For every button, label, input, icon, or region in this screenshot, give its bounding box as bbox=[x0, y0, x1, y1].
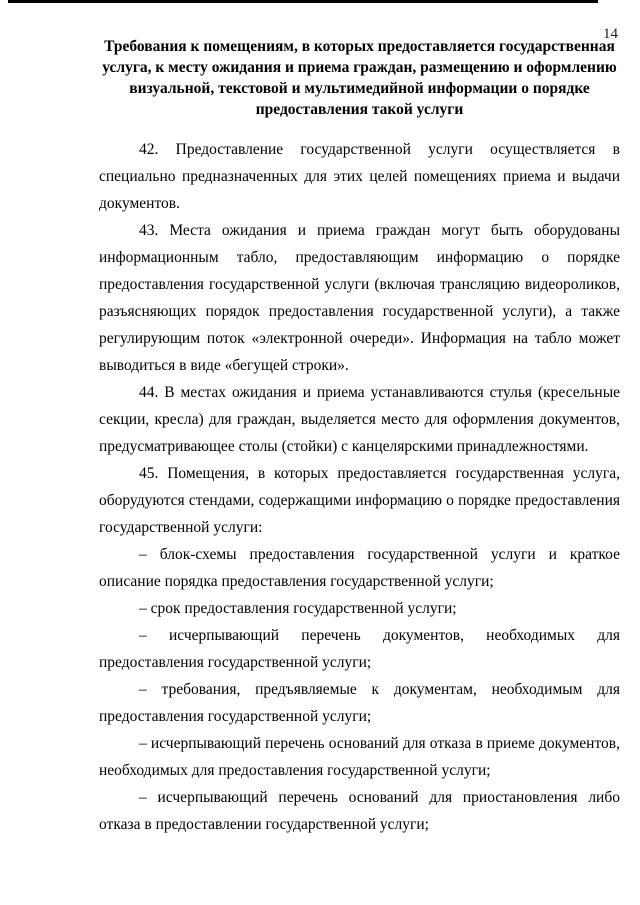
paragraph-42: 42. Предоставление государственной услуги осуществляется в специально предназначенных для этих целей помещениях приема и выдачи документов. bbox=[99, 141, 620, 212]
paragraph-45: 45. Помещения, в которых предоставляется государственная услуга, оборудуются стендами, содержащими информацию о порядке предоставления государственной услуги: bbox=[99, 465, 620, 536]
paragraph-44: 44. В местах ожидания и приема устанавливаются стулья (кресельные секции, кресла) для граждан, выделяется место для оформления документов, предусматривающее столы (стойки) с канцелярскими принадлежностями. bbox=[99, 384, 620, 455]
document-content bbox=[99, 36, 620, 838]
list-item-6: – исчерпывающий перечень оснований для приостановления либо отказа в предоставлении государственной услуги; bbox=[99, 789, 620, 833]
list-item-5: – исчерпывающий перечень оснований для отказа в приеме документов, необходимых для предоставления государственной услуги; bbox=[99, 735, 620, 779]
section-heading: Требования к помещениям, в которых предоставляется государственная услуга, к месту ожидания и приема граждан, размещению и оформлению визуальной, текстовой и мультимедийной информации о порядке предоставления такой услуги bbox=[102, 38, 617, 118]
list-item-4: – требования, предъявляемые к документам, необходимым для предоставления государственной услуги; bbox=[99, 681, 620, 725]
list-item-2: – срок предоставления государственной услуги; bbox=[139, 600, 457, 617]
list-item-3: – исчерпывающий перечень документов, необходимых для предоставления государственной услуги; bbox=[99, 627, 620, 671]
list-item-1: – блок-схемы предоставления государственной услуги и краткое описание порядка предоставления государственной услуги; bbox=[99, 546, 620, 590]
scan-artifact-top-line bbox=[8, 0, 598, 3]
page-number: 14 bbox=[603, 26, 618, 42]
paragraph-43: 43. Места ожидания и приема граждан могут быть оборудованы информационным табло, предоставляющим информацию о порядке предоставления государственной услуги (включая трансляцию видеороликов, разъясняющих порядок предоставления государственной услуги), а также регулирующим поток «электронной очереди». Информация на табло может выводиться в виде «бегущей строки». bbox=[99, 222, 620, 374]
